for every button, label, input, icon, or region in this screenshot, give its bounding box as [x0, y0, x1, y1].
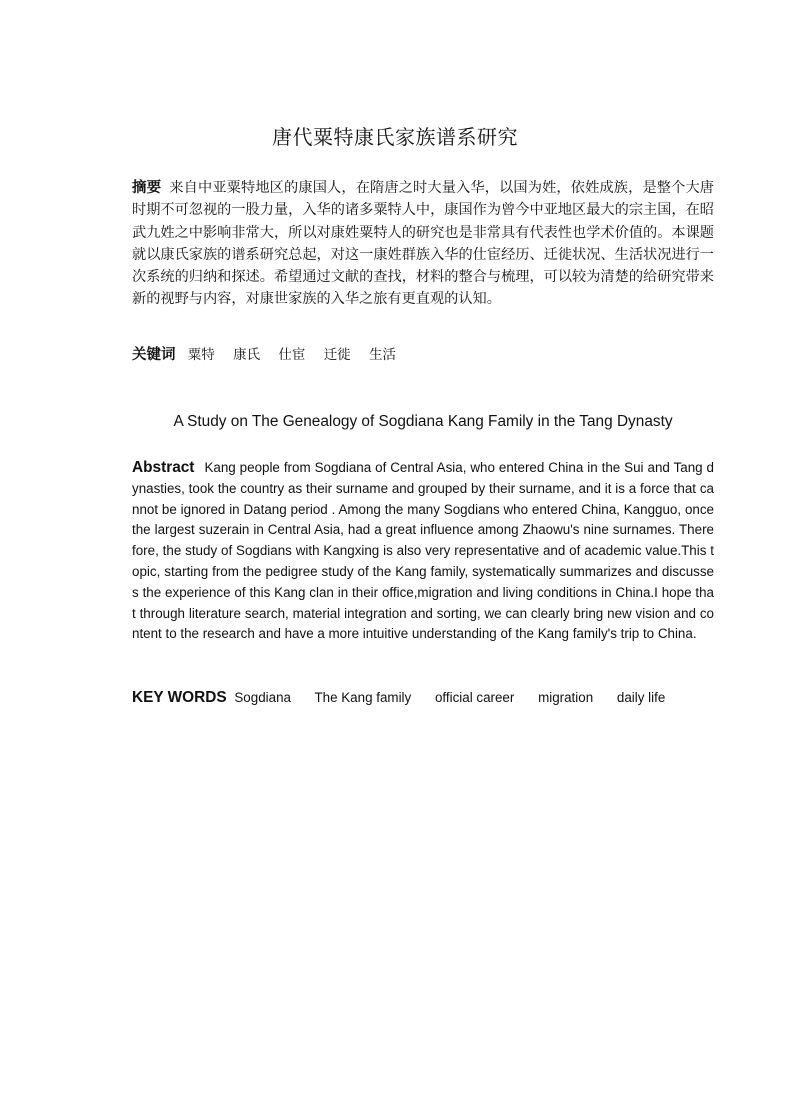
chinese-title: 唐代粟特康氏家族谱系研究 — [272, 125, 518, 149]
chinese-keywords-label: 关键词 — [132, 347, 176, 363]
english-keyword: The Kang family — [314, 690, 412, 705]
chinese-abstract — [132, 177, 714, 311]
chinese-keywords — [132, 344, 714, 366]
chinese-keyword: 迁徙 — [323, 347, 351, 363]
english-keyword: migration — [538, 690, 594, 705]
english-abstract-text: Kang people from Sogdiana of Central Asia, who entered China in the Sui and Tang dynasties, took the country as their surname and grouped by their surname, and it is a force that cannot be ignored in Datang period . Among the many Sogdians who entered China, Kangguo, once the largest suzerain in Central Asia, had a great influence among Zhaowu's nine surnames. Therefore, the study of Sogdians with Kangxing is also very representative and of academic value.This topic, starting from the pedigree study of the Kang family, systematically summarizes and discusses the experience of this Kang clan in their office,migration and living conditions in China.I hope that through literature search, material integration and sorting, we can clearly bring new vision and content to the research and have a more intuitive understanding of the Kang family's trip to China. — [132, 460, 714, 642]
english-keywords-label: KEY WORDS — [132, 689, 227, 706]
chinese-keyword: 粟特 — [187, 347, 215, 363]
english-keyword: daily life — [616, 690, 666, 705]
chinese-abstract-label: 摘要 — [132, 180, 162, 196]
english-keywords — [132, 687, 732, 709]
english-keyword: official career — [434, 690, 515, 705]
english-title: A Study on The Genealogy of Sogdiana Kang Family in the Tang Dynasty — [173, 413, 673, 430]
english-abstract-label: Abstract — [132, 459, 195, 476]
chinese-abstract-text: 来自中亚粟特地区的康国人，在隋唐之时大量入华，以国为姓，依姓成族，是整个大唐时期不可忽视的一股力量，入华的诸多粟特人中，康国作为曾今中亚地区最大的宗主国，在昭武九姓之中影响非常大，所以对康姓粟特人的研究也是非常具有代表性也学术价值的。本课题就以康氏家族的谱系研究总起，对这一康姓群族入华的仕宦经历、迁徙状况、生活状况进行一次系统的归纳和探述。希望通过文献的查找，材料的整合与梳理，可以较为清楚的给研究带来新的视野与内容，对康世家族的入华之旅有更直观的认知。 — [132, 180, 714, 308]
chinese-keyword: 仕宦 — [278, 347, 306, 363]
chinese-keyword: 生活 — [368, 347, 396, 363]
chinese-keyword: 康氏 — [233, 347, 261, 363]
english-keyword: Sogdiana — [234, 690, 291, 705]
english-abstract — [132, 458, 714, 645]
